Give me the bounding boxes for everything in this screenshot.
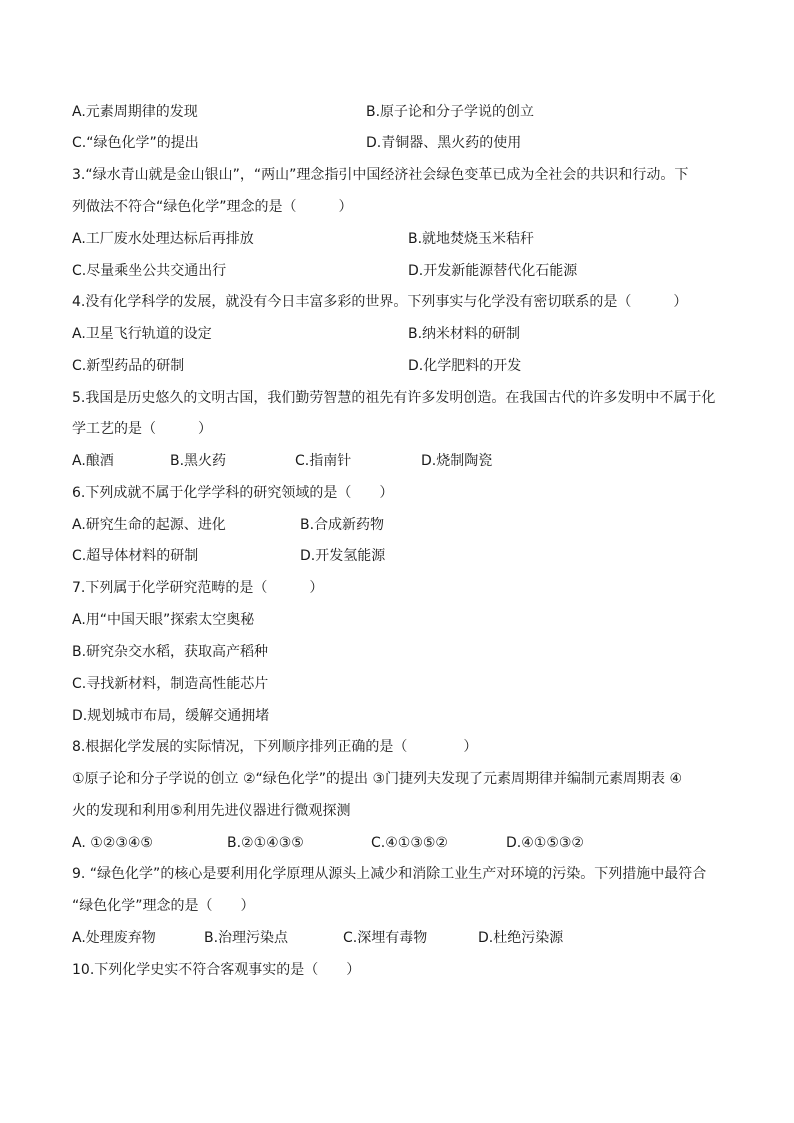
option-D: D.④①⑤③②	[506, 835, 584, 851]
option-D: D.开发新能源替代化石能源	[408, 263, 578, 279]
question-6-stem: 6.下列成就不属于化学学科的研究领域的是（ ）	[72, 485, 394, 501]
option-C: C.“绿色化学”的提出	[72, 135, 199, 151]
option-A: A.处理废弃物	[72, 930, 156, 946]
option-C: C.寻找新材料，制造高性能芯片	[72, 676, 269, 692]
option-B: B.原子论和分子学说的创立	[366, 104, 535, 120]
question-5-stem: 5.我国是历史悠久的文明古国，我们勤劳智慧的祖先有许多发明创造。在我国古代的许多发明中不属于化	[72, 390, 716, 406]
option-A: A.酿酒	[72, 453, 114, 469]
option-B: B.研究杂交水稻，获取高产稻种	[72, 644, 269, 660]
option-C: C.指南针	[295, 453, 352, 469]
option-B: B.就地焚烧玉米秸秆	[408, 231, 535, 247]
question-10-stem: 10.下列化学史实不符合客观事实的是（ ）	[72, 962, 361, 978]
option-D: D.青铜器、黑火药的使用	[366, 135, 522, 151]
question-8-stem: 8.根据化学发展的实际情况，下列顺序排列正确的是（ ）	[72, 739, 478, 755]
option-A: A.工厂废水处理达标后再排放	[72, 231, 254, 247]
question-9-stem: 9. “绿色化学”的核心是要利用化学原理从源头上减少和消除工业生产对环境的污染。下列措施中最符合	[72, 866, 707, 882]
option-C: C.超导体材料的研制	[72, 548, 199, 564]
question-3-stem: 3.“绿水青山就是金山银山”，“两山”理念指引中国经济社会绿色变革已成为全社会的共识和行动。下	[72, 167, 689, 183]
option-B: B.黑火药	[170, 453, 227, 469]
question-7-stem: 7.下列属于化学研究范畴的是（ ）	[72, 580, 324, 596]
option-A: A.用“中国天眼”探索太空奥秘	[72, 612, 255, 628]
option-B: B.②①④③⑤	[227, 835, 304, 851]
option-B: B.治理污染点	[204, 930, 289, 946]
question-8-items-cont: 火的发现和利用⑤利用先进仪器进行微观探测	[72, 803, 351, 819]
question-8-items: ①原子论和分子学说的创立 ②“绿色化学”的提出 ③门捷列夫发现了元素周期律并编制元素周期表 ④	[72, 771, 683, 787]
option-B: B.合成新药物	[300, 517, 385, 533]
question-9-stem-cont: “绿色化学”理念的是（ ）	[72, 898, 255, 914]
option-D: D.烧制陶瓷	[421, 453, 493, 469]
option-D: D.杜绝污染源	[478, 930, 564, 946]
option-A: A.元素周期律的发现	[72, 104, 198, 120]
option-C: C.深埋有毒物	[343, 930, 428, 946]
option-D: D.规划城市布局，缓解交通拥堵	[72, 708, 270, 724]
option-C: C.尽量乘坐公共交通出行	[72, 263, 227, 279]
option-A: A.研究生命的起源、进化	[72, 517, 226, 533]
option-A: A.卫星飞行轨道的设定	[72, 326, 212, 342]
option-A: A. ①②③④⑤	[72, 835, 153, 851]
option-B: B.纳米材料的研制	[408, 326, 521, 342]
option-C: C.新型药品的研制	[72, 358, 185, 374]
option-C: C.④①③⑤②	[371, 835, 448, 851]
question-5-stem-cont: 学工艺的是（ ）	[72, 421, 212, 437]
option-D: D.开发氢能源	[300, 548, 386, 564]
option-D: D.化学肥料的开发	[408, 358, 522, 374]
question-3-stem-cont: 列做法不符合“绿色化学”理念的是（ ）	[72, 199, 353, 215]
question-4-stem: 4.没有化学科学的发展，就没有今日丰富多彩的世界。下列事实与化学没有密切联系的是（ ）	[72, 294, 688, 310]
